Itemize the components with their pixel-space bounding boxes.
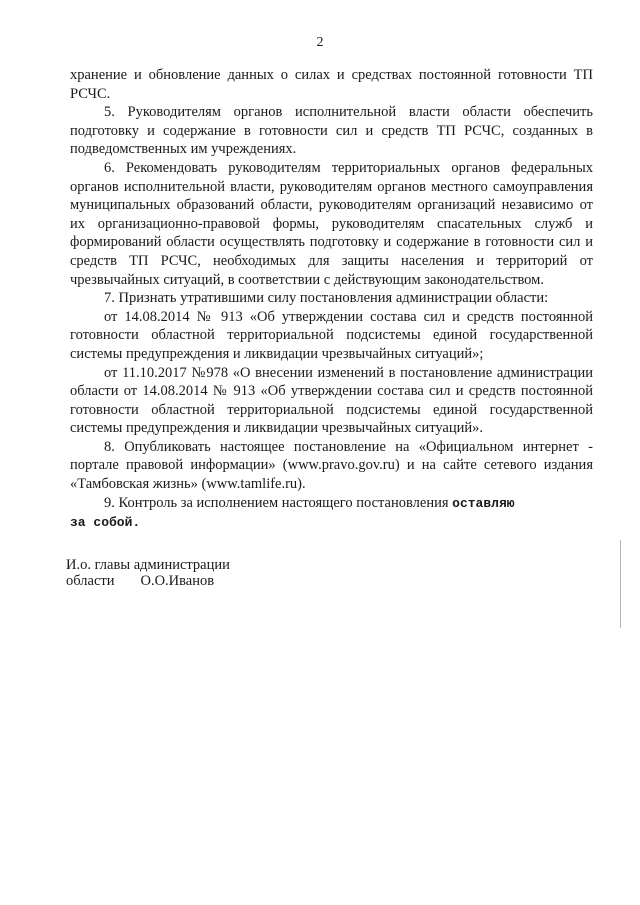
document-body [70,66,593,533]
paragraph-8: 8. Опубликовать настоящее постановление на «Официальном интернет - портале правовой информации» (www.pravo.gov.ru) и на сайте сетевого издания «Тамбовская жизнь» (www.tamlife.ru). [70,438,593,493]
signature-title-cont: области [66,573,115,589]
page-number: 2 [316,35,324,50]
paragraph-6: 6. Рекомендовать руководителям территориальных органов федеральных органов исполнительной власти, руководителям органов местного самоуправления муниципальных образований области, руководителям организаций независимо от их организационно-правовой формы, руководителям спасательных служб и формирований области осуществлять подготовку и содержание в готовности сил и средств ТП РСЧС, необходимых для защиты населения и территорий от чрезвычайных ситуаций, в соответствии с действующим законодательством. [70,159,593,288]
paragraph-7: 7. Признать утратившими силу постановления администрации области: [104,290,549,307]
signature-title: И.о. главы администрации [66,557,230,573]
paragraph-9 [70,494,593,514]
paragraph-9-typed-end: оставляю [452,495,515,511]
signature-line-2 [66,573,230,589]
paragraph-5: 5. Руководителям органов исполнительной власти области обеспечить подготовку и содержание в готовности сил и средств ТП РСЧС, созданных в подведомственных им учреждениях. [70,104,593,158]
paragraph-9-text: 9. Контроль за исполнением настоящего постановления [104,494,449,511]
paragraph-9-typed-line: за собой. [70,515,141,531]
signature-block [66,557,230,589]
paragraph-continuation: хранение и обновление данных о силах и средствах постоянной готовности ТП РСЧС. [70,67,593,102]
signatory-name: О.О.Иванов [140,573,215,589]
paragraph-7-item-2: от 11.10.2017 №978 «О внесении изменений в постановление администрации области от 14.08.2014 № 913 «Об утверждении состава сил и средств постоянной готовности областной территориальной подсистемы единой государственной системы предупреждения и ликвидации чрезвычайных ситуаций». [70,364,593,437]
paragraph-7-item-1: от 14.08.2014 № 913 «Об утверждении состава сил и средств постоянной готовности областной территориальной подсистемы единой государственной системы предупреждения и ликвидации чрезвычайных ситуаций»; [70,308,593,362]
scan-edge-mark [620,540,621,628]
